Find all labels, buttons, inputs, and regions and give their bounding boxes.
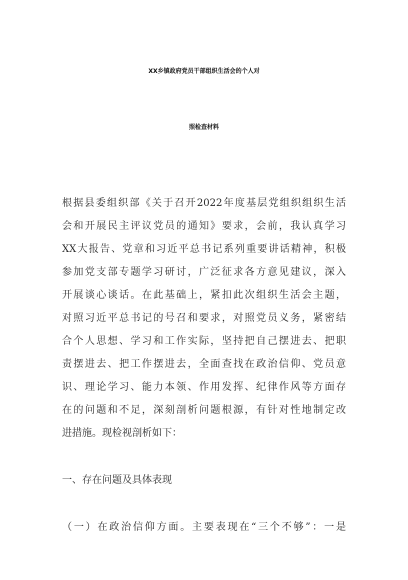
paragraph-line: 合个人思想、学习和工作实际，坚持把自己摆进去、把职 bbox=[62, 336, 346, 347]
paragraph-line: 根据县委组织部《关于召开2022年度基层党组织组织生活 bbox=[62, 198, 346, 209]
paragraph-line: 进措施。现检视剖析如下： bbox=[62, 428, 182, 439]
paragraph-line: 参加党支部专题学习研讨，广泛征求各方意见建议，深入 bbox=[62, 267, 346, 278]
section-heading: 一、存在问题及具体表现 bbox=[62, 475, 172, 486]
subsection-line: （一）在政治信仰方面。主要表现在“三个不够”：一是 bbox=[62, 522, 346, 533]
paragraph-line: 对照习近平总书记的号召和要求，对照党员义务，紧密结 bbox=[62, 313, 346, 324]
paragraph-line: 会和开展民主评议党员的通知》要求，会前，我认真学习 bbox=[62, 221, 346, 232]
paragraph-line: 识、理论学习、能力本领、作用发挥、纪律作风等方面存 bbox=[62, 382, 346, 393]
paragraph-line: 责摆进去、把工作摆进去，全面查找在政治信仰、党员意 bbox=[62, 359, 346, 370]
document-title-line-2: 照检查材料 bbox=[188, 124, 219, 131]
paragraph-line: 开展谈心谈话。在此基础上，紧扣此次组织生活会主题， bbox=[62, 290, 346, 301]
paragraph-line: 在的问题和不足，深刻剖析问题根源，有针对性地制定改 bbox=[62, 405, 346, 416]
document-title-line-1: XX乡镇政府党员干部组织生活会的个人对 bbox=[148, 68, 260, 75]
paragraph-line: XX大报告、党章和习近平总书记系列重要讲话精神，积极 bbox=[62, 244, 346, 255]
